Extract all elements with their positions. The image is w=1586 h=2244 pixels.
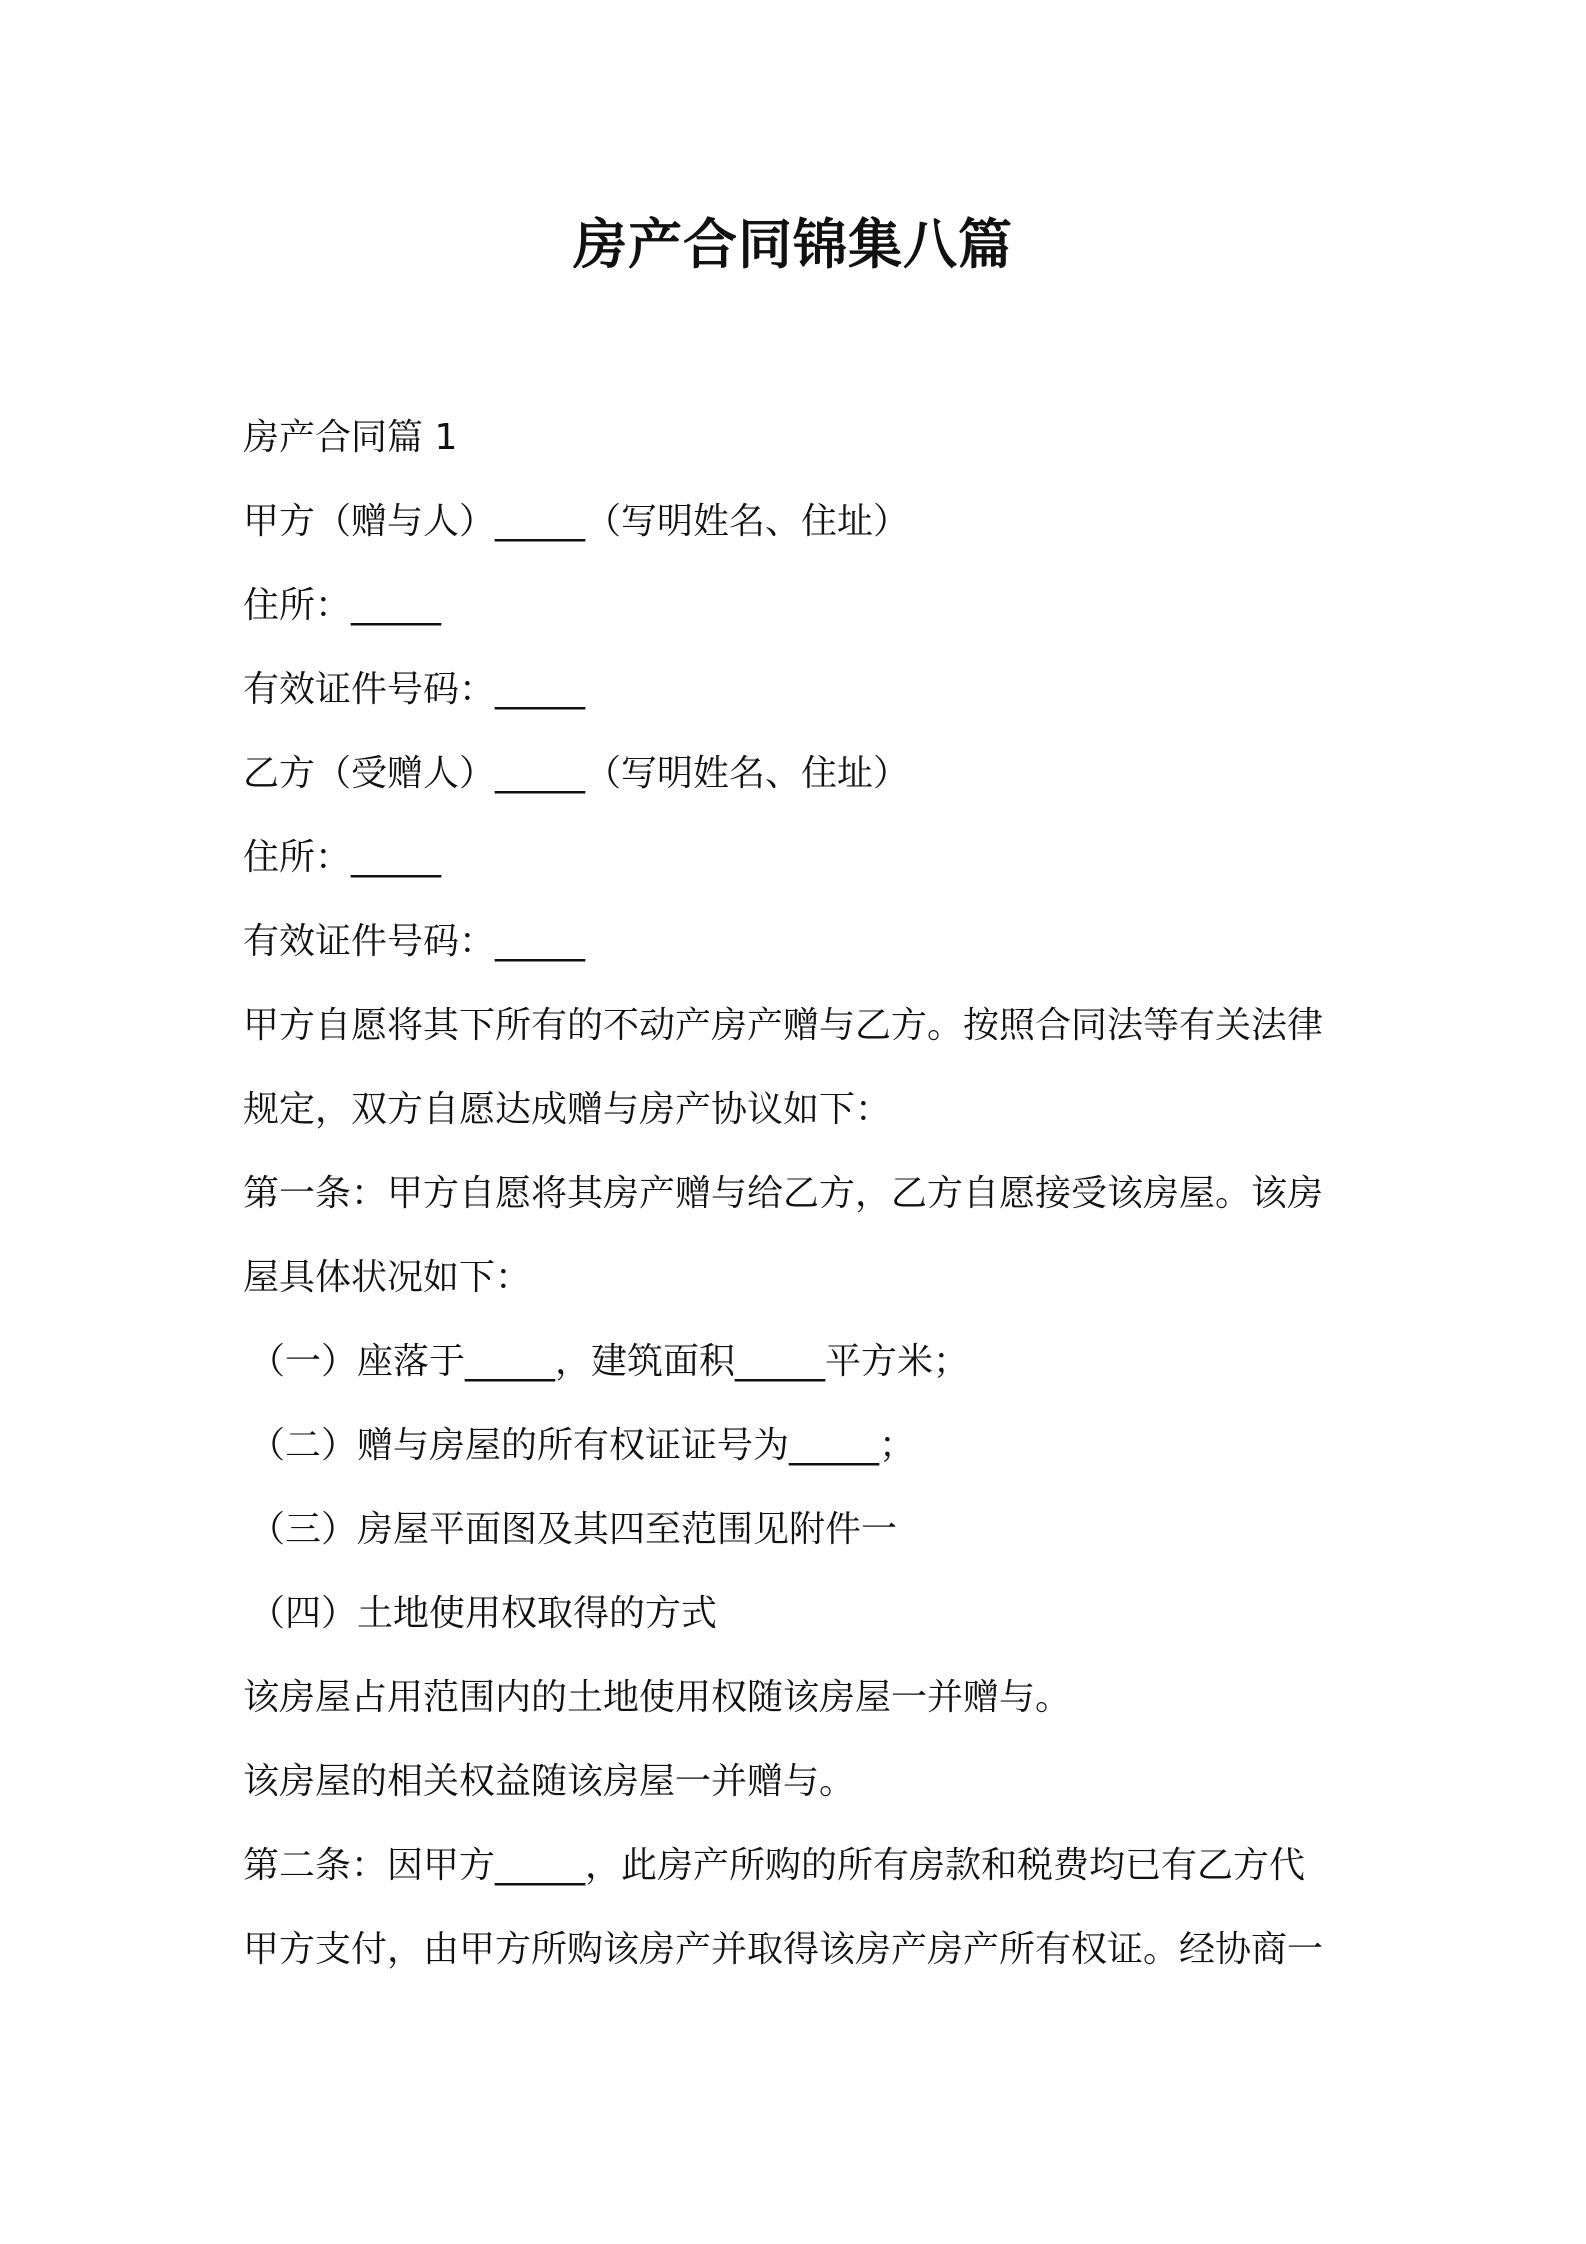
article-two-line: 第二条：因甲方_____，此房产所购的所有房款和税费均已有乙方代 bbox=[243, 1845, 1306, 1886]
list-item: （三）房屋平面图及其四至范围见附件一 bbox=[249, 1509, 898, 1550]
party-b-line: 乙方（受赠人）_____（写明姓名、住址） bbox=[243, 753, 910, 794]
list-item: （二）赠与房屋的所有权证证号为_____； bbox=[249, 1425, 916, 1466]
party-b-id-number: 有效证件号码：_____ bbox=[243, 921, 586, 962]
document-title: 房产合同锦集八篇 bbox=[573, 213, 1013, 276]
paragraph-line: 该房屋的相关权益随该房屋一并赠与。 bbox=[243, 1761, 856, 1802]
article-two-line: 甲方支付，由甲方所购该房产并取得该房产房产所有权证。经协商一 bbox=[243, 1929, 1324, 1970]
party-a-address: 住所：_____ bbox=[243, 585, 442, 626]
paragraph-line: 甲方自愿将其下所有的不动产房产赠与乙方。按照合同法等有关法律 bbox=[243, 1005, 1324, 1046]
party-a-line: 甲方（赠与人）_____（写明姓名、住址） bbox=[243, 501, 910, 542]
list-item: （四）土地使用权取得的方式 bbox=[249, 1593, 718, 1634]
party-b-address: 住所：_____ bbox=[243, 837, 442, 878]
party-a-id-number: 有效证件号码：_____ bbox=[243, 669, 586, 710]
paragraph-line: 规定，双方自愿达成赠与房产协议如下： bbox=[243, 1089, 892, 1130]
paragraph-line: 该房屋占用范围内的土地使用权随该房屋一并赠与。 bbox=[243, 1677, 1072, 1718]
section-heading: 房产合同篇 1 bbox=[243, 417, 458, 458]
article-one-line: 屋具体状况如下： bbox=[243, 1257, 532, 1298]
article-one-line: 第一条：甲方自愿将其房产赠与给乙方，乙方自愿接受该房屋。该房 bbox=[243, 1173, 1324, 1214]
document-body bbox=[243, 396, 1363, 1992]
list-item: （一）座落于_____，建筑面积_____平方米； bbox=[249, 1341, 970, 1382]
